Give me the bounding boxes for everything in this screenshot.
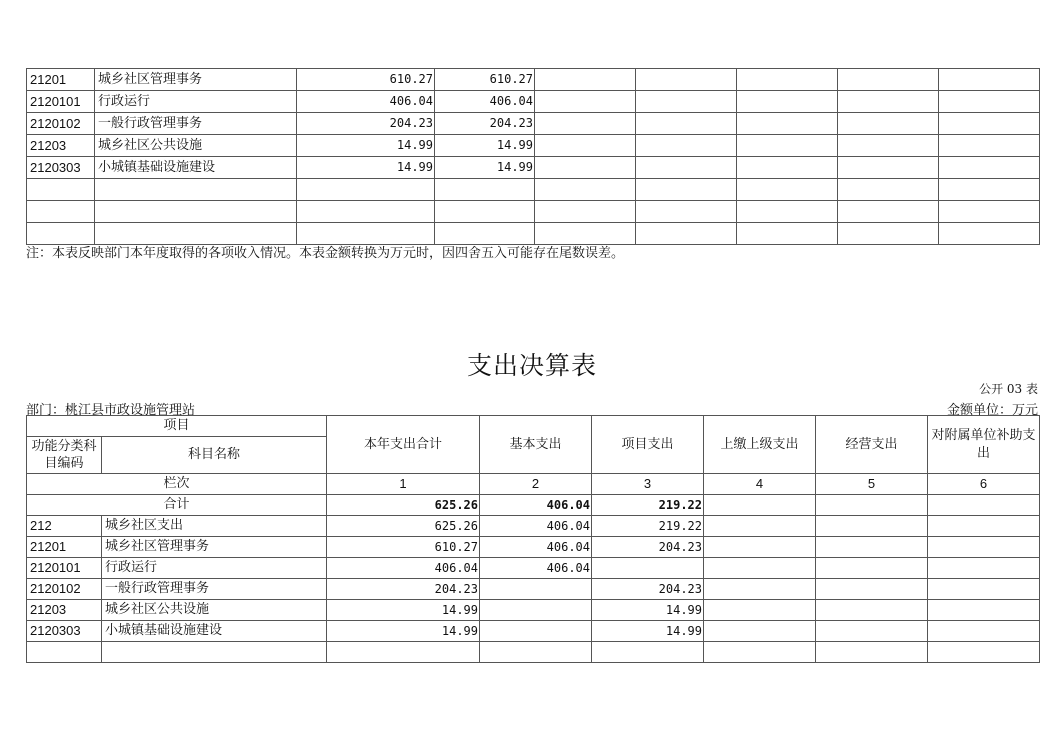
amount-col2: 406.04 bbox=[435, 91, 535, 113]
subject-name: 城乡社区管理事务 bbox=[102, 537, 327, 558]
amount-total: 204.23 bbox=[297, 113, 435, 135]
amount-total: 204.23 bbox=[327, 579, 480, 600]
subject-code: 2120102 bbox=[27, 579, 102, 600]
table-row bbox=[27, 600, 1040, 621]
sum-project: 219.22 bbox=[592, 495, 704, 516]
table-row bbox=[27, 69, 1040, 91]
subject-name: 城乡社区公共设施 bbox=[95, 135, 297, 157]
subject-name: 小城镇基础设施建设 bbox=[95, 157, 297, 179]
index-2: 2 bbox=[480, 474, 592, 495]
index-label: 栏次 bbox=[27, 474, 327, 495]
amount-basic bbox=[480, 600, 592, 621]
subject-name: 城乡社区管理事务 bbox=[95, 69, 297, 91]
sum-total: 625.26 bbox=[327, 495, 480, 516]
table-row bbox=[27, 579, 1040, 600]
sum-basic: 406.04 bbox=[480, 495, 592, 516]
table-row bbox=[27, 91, 1040, 113]
amount-total: 406.04 bbox=[327, 558, 480, 579]
subject-code: 212 bbox=[27, 516, 102, 537]
subject-code: 2120101 bbox=[27, 558, 102, 579]
amount-total: 14.99 bbox=[327, 600, 480, 621]
table-row-empty bbox=[27, 201, 1040, 223]
subject-code: 2120303 bbox=[27, 157, 95, 179]
subject-name: 一般行政管理事务 bbox=[102, 579, 327, 600]
amount-basic bbox=[480, 579, 592, 600]
amount-total: 610.27 bbox=[297, 69, 435, 91]
subject-name: 一般行政管理事务 bbox=[95, 113, 297, 135]
amount-basic: 406.04 bbox=[480, 516, 592, 537]
subject-code: 2120303 bbox=[27, 621, 102, 642]
subject-name: 城乡社区支出 bbox=[102, 516, 327, 537]
amount-col2: 14.99 bbox=[435, 135, 535, 157]
amount-col2: 610.27 bbox=[435, 69, 535, 91]
header-row bbox=[27, 416, 1040, 437]
header-name: 科目名称 bbox=[102, 437, 327, 474]
subject-code: 21201 bbox=[27, 537, 102, 558]
amount-project: 14.99 bbox=[592, 621, 704, 642]
subject-name: 小城镇基础设施建设 bbox=[102, 621, 327, 642]
subject-name: 城乡社区公共设施 bbox=[102, 600, 327, 621]
index-5: 5 bbox=[816, 474, 928, 495]
document-number: 公开 03 表 bbox=[979, 382, 1038, 396]
table-row bbox=[27, 621, 1040, 642]
header-total: 本年支出合计 bbox=[327, 416, 480, 474]
amount-total: 14.99 bbox=[297, 135, 435, 157]
amount-col2: 204.23 bbox=[435, 113, 535, 135]
unit-label: 金额单位：万元 bbox=[946, 403, 1038, 418]
expense-table bbox=[26, 415, 1040, 663]
table-row bbox=[27, 135, 1040, 157]
table-row bbox=[27, 537, 1040, 558]
amount-total: 14.99 bbox=[327, 621, 480, 642]
amount-total: 625.26 bbox=[327, 516, 480, 537]
index-3: 3 bbox=[592, 474, 704, 495]
amount-basic bbox=[480, 621, 592, 642]
index-1: 1 bbox=[327, 474, 480, 495]
sum-row bbox=[27, 495, 1040, 516]
table-row bbox=[27, 157, 1040, 179]
table-row bbox=[27, 558, 1040, 579]
subject-code: 21203 bbox=[27, 135, 95, 157]
subject-code: 2120101 bbox=[27, 91, 95, 113]
header-project: 项目支出 bbox=[592, 416, 704, 474]
header-business: 经营支出 bbox=[816, 416, 928, 474]
page-title: 支出决算表 bbox=[466, 351, 597, 380]
amount-project: 219.22 bbox=[592, 516, 704, 537]
header-code: 功能分类科目编码 bbox=[27, 437, 102, 474]
index-6: 6 bbox=[928, 474, 1040, 495]
header-item: 项目 bbox=[27, 416, 327, 437]
header-subsidy: 对附属单位补助支出 bbox=[928, 416, 1040, 474]
amount-project: 204.23 bbox=[592, 537, 704, 558]
header-upper: 上缴上级支出 bbox=[704, 416, 816, 474]
index-4: 4 bbox=[704, 474, 816, 495]
department-label: 部门：桃江县市政设施管理站 bbox=[26, 403, 196, 418]
subject-code: 21203 bbox=[27, 600, 102, 621]
amount-basic: 406.04 bbox=[480, 537, 592, 558]
income-table-continuation bbox=[26, 68, 1040, 245]
sum-label: 合计 bbox=[27, 495, 327, 516]
amount-total: 610.27 bbox=[327, 537, 480, 558]
amount-project: 204.23 bbox=[592, 579, 704, 600]
table-row-empty bbox=[27, 642, 1040, 663]
amount-col2: 14.99 bbox=[435, 157, 535, 179]
subject-name: 行政运行 bbox=[102, 558, 327, 579]
amount-total: 14.99 bbox=[297, 157, 435, 179]
amount-project: 14.99 bbox=[592, 600, 704, 621]
subject-name: 行政运行 bbox=[95, 91, 297, 113]
table-row bbox=[27, 113, 1040, 135]
subject-code: 21201 bbox=[27, 69, 95, 91]
amount-project bbox=[592, 558, 704, 579]
subject-code: 2120102 bbox=[27, 113, 95, 135]
amount-basic: 406.04 bbox=[480, 558, 592, 579]
index-row bbox=[27, 474, 1040, 495]
amount-total: 406.04 bbox=[297, 91, 435, 113]
header-basic: 基本支出 bbox=[480, 416, 592, 474]
table-row bbox=[27, 516, 1040, 537]
table-note: 注：本表反映部门本年度取得的各项收入情况。本表金额转换为万元时，因四舍五入可能存在尾数误差。 bbox=[26, 246, 625, 261]
table-row-empty bbox=[27, 179, 1040, 201]
